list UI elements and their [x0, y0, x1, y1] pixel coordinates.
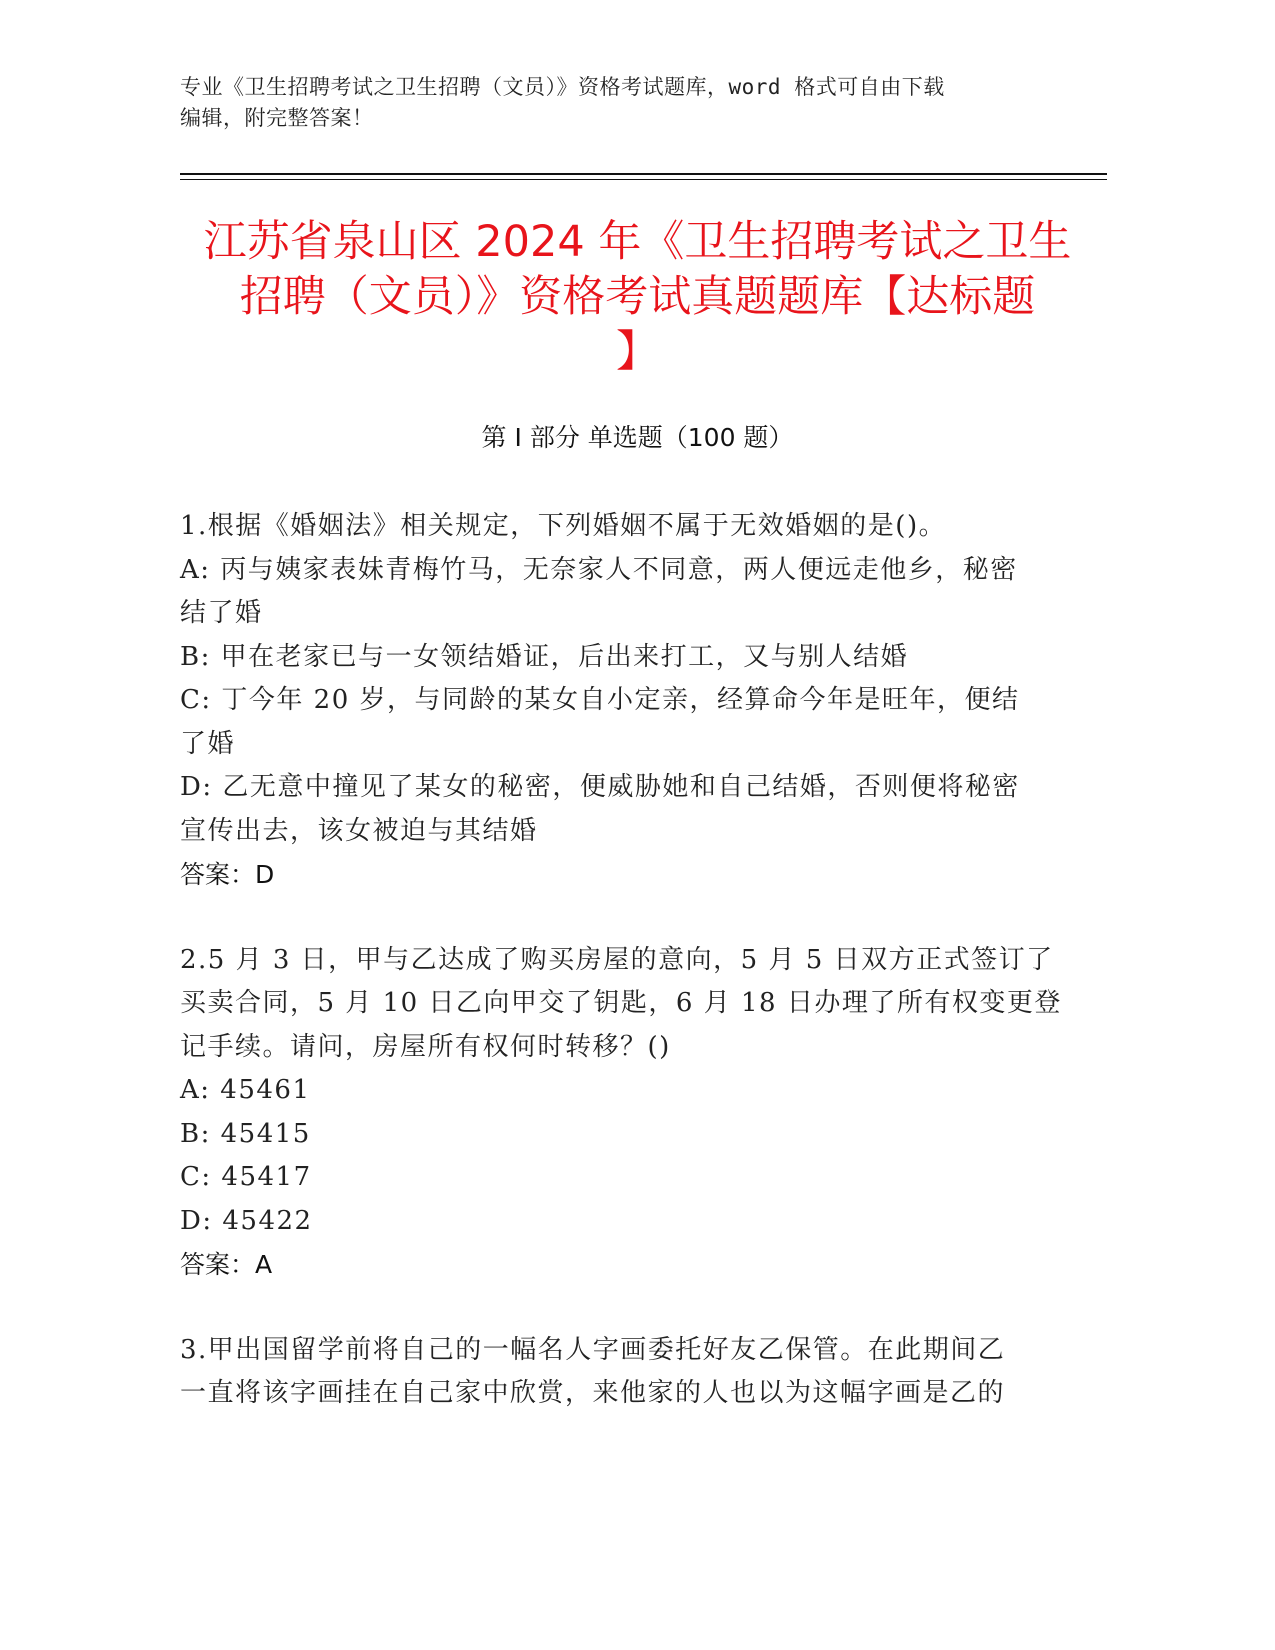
option-c: C: 45417	[180, 1162, 312, 1192]
option-a-continued: 结了婚	[180, 598, 263, 628]
question-item	[180, 505, 1040, 897]
option-d-continued: 宣传出去，该女被迫与其结婚	[180, 815, 538, 846]
document-title	[160, 215, 1115, 380]
option-d: D: 45422	[180, 1205, 313, 1236]
header-rule-thin	[180, 179, 1107, 180]
question-spacer	[180, 1287, 1040, 1329]
question-stem: 2.5 月 3 日，甲与乙达成了购买房屋的意向，5 月 5 日双方正式签订了	[180, 944, 1054, 975]
option-a: A: 45461	[180, 1075, 311, 1105]
header-note-line: 专业《卫生招聘考试之卫生招聘（文员）》资格考试题库，word 格式可自由下载	[180, 75, 945, 99]
answer-label: 答案：D	[180, 860, 275, 889]
title-line: 招聘（文员）》资格考试真题题库【达标题	[239, 272, 1036, 322]
option-a: A: 丙与姨家表妹青梅竹马，无奈家人不同意，两人便远走他乡，秘密	[180, 554, 1018, 585]
option-b: B: 甲在老家已与一女领结婚证，后出来打工，又与别人结婚	[180, 641, 909, 672]
question-stem-continued: 一直将该字画挂在自己家中欣赏，来他家的人也以为这幅字画是乙的	[180, 1378, 1006, 1408]
header-note-line: 编辑，附完整答案！	[180, 106, 374, 130]
answer-label: 答案：A	[180, 1250, 273, 1279]
option-b: B: 45415	[180, 1118, 311, 1149]
option-d: D: 乙无意中撞见了某女的秘密，便威胁她和自己结婚，否则便将秘密	[180, 772, 1020, 802]
title-line: 江苏省泉山区 2024 年《卫生招聘考试之卫生	[203, 217, 1072, 267]
header-note	[180, 72, 1060, 134]
section-heading: 第 I 部分 单选题（100 题）	[481, 423, 794, 452]
question-stem: 3.甲出国留学前将自己的一幅名人字画委托好友乙保管。在此期间乙	[180, 1334, 1006, 1365]
question-list	[180, 505, 1062, 1416]
header-rule-thick	[180, 173, 1107, 175]
option-c-continued: 了婚	[180, 728, 236, 759]
question-stem-continued: 买卖合同，5 月 10 日乙向甲交了钥匙，6 月 18 日办理了所有权变更登	[180, 988, 1062, 1018]
question-spacer	[180, 897, 1040, 939]
question-item	[180, 939, 1062, 1287]
option-c: C: 丁今年 20 岁，与同龄的某女自小定亲，经算命今年是旺年，便结	[180, 685, 1020, 715]
title-line: 】	[616, 327, 659, 377]
question-stem-continued: 记手续。请问，房屋所有权何时转移？()	[180, 1031, 671, 1062]
question-stem: 1.根据《婚姻法》相关规定，下列婚姻不属于无效婚姻的是()。	[180, 511, 947, 541]
question-item	[180, 1329, 1040, 1416]
